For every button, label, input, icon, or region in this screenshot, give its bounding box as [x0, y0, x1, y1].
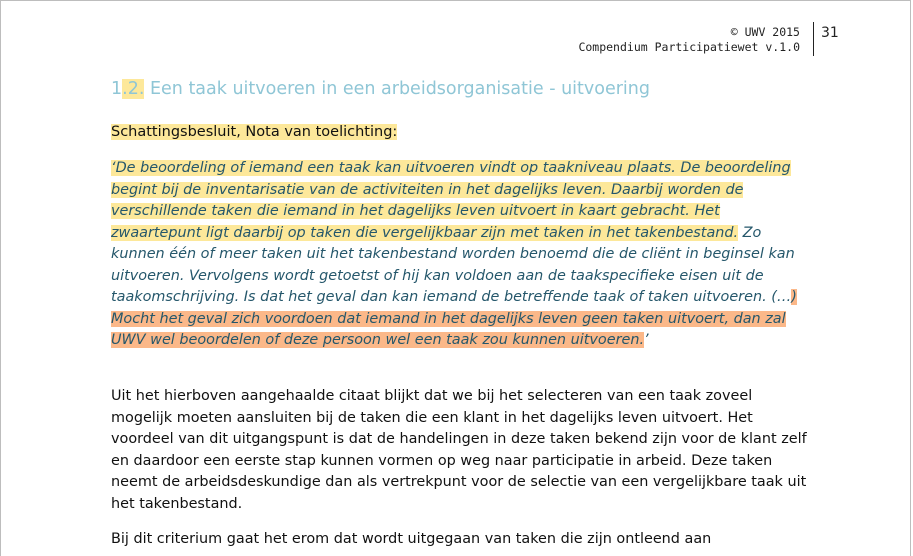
- section-title: Een taak uitvoeren in een arbeidsorganisatie - uitvoering: [144, 79, 650, 99]
- quote-highlight-yellow: ‘De beoordeling of iemand een taak kan uitvoeren vindt op taakniveau plaats. De beoordeling begint bij de inventarisatie van de activiteiten in het dagelijks leven. Daarbij worden de verschillende taken die iemand in het dagelijks leven uitvoert in kaart gebracht. Het zwaartepunt ligt daarbij op taken die vergelijkbaar zijn met taken in het takenbestand.: [111, 160, 791, 241]
- quote-highlight-orange: ) Mocht het geval zich voordoen dat iemand in het dagelijks leven geen taken uitvoert, dan zal UWV wel beoordelen of deze persoon wel een taak zou kunnen uitvoeren.: [111, 289, 797, 348]
- quote-block: [111, 158, 811, 352]
- page-header: [578, 25, 800, 55]
- header-document-title: Compendium Participatiewet v.1.0: [578, 40, 800, 54]
- source-label-text: Schattingsbesluit, Nota van toelichting:: [111, 124, 398, 140]
- quote-plain: Zo kunnen één of meer taken uit het takenbestand worden benoemd die de cliënt in beginsel kan uitvoeren. Vervolgens wordt getoetst of hij kan voldoen aan de taakspecifieke eisen uit de taakomschrijving. Is dat het geval dan kan iemand de betreffende taak of taken uitvoeren. (…: [111, 224, 795, 305]
- quote-closing-mark: ’: [644, 332, 649, 348]
- body-paragraph: Bij dit criterium gaat het erom dat wordt uitgegaan van taken die zijn ontleend aan: [111, 531, 712, 547]
- section-number-prefix: 1: [111, 79, 123, 99]
- page-number: 31: [821, 25, 839, 41]
- body-paragraph: Uit het hierboven aangehaalde citaat blijkt dat we bij het selecteren van een taak zoveel mogelijk moeten aansluiten bij de taken die een klant in het dagelijks leven uitvoert. Het voordeel van dit uitgangspunt is dat de handelingen in deze taken bekend zijn voor de klant zelf en daardoor een eerste stap kunnen vormen op weg naar participatie in arbeid. Deze taken neemt de arbeidsdeskundige dan als vertrekpunt voor de selectie van een vergelijkbare taak uit het takenbestand.: [111, 388, 807, 512]
- header-divider: [813, 22, 814, 56]
- section-number-highlight: .2.: [122, 79, 145, 99]
- header-copyright: © UWV 2015: [730, 25, 800, 39]
- section-heading: [111, 79, 650, 99]
- source-label: [111, 122, 397, 143]
